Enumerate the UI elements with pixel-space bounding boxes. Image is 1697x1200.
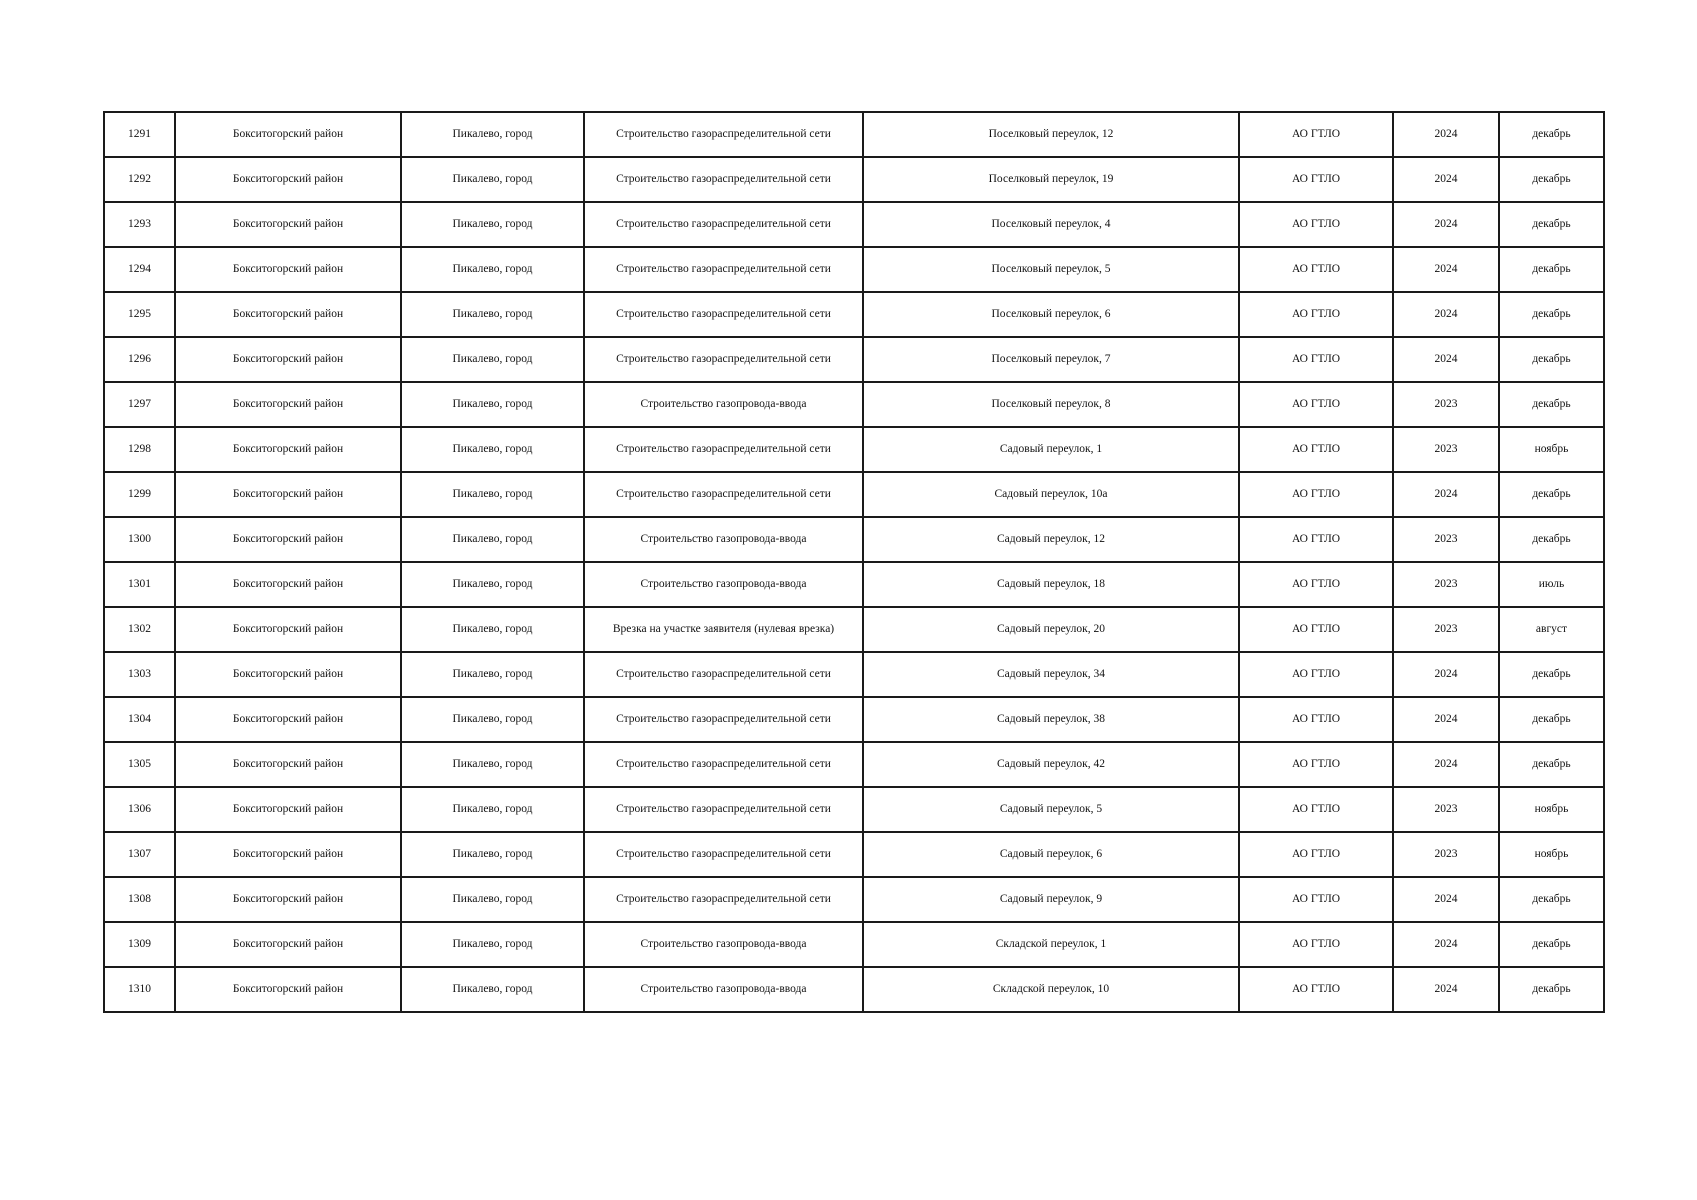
year-cell: 2024 [1393,967,1499,1012]
table-row [104,607,1604,652]
address-cell: Садовый переулок, 12 [863,517,1239,562]
month-cell: декабрь [1499,337,1604,382]
city-cell: Пикалево, город [401,202,584,247]
address-cell: Садовый переулок, 6 [863,832,1239,877]
year-cell: 2023 [1393,382,1499,427]
table-row [104,742,1604,787]
table-row [104,697,1604,742]
district-cell: Бокситогорский район [175,292,401,337]
table-row [104,562,1604,607]
address-cell: Поселковый переулок, 19 [863,157,1239,202]
organization-cell: АО ГТЛО [1239,472,1393,517]
month-cell: декабрь [1499,112,1604,157]
organization-cell: АО ГТЛО [1239,607,1393,652]
organization-cell: АО ГТЛО [1239,427,1393,472]
table-row [104,652,1604,697]
year-cell: 2023 [1393,427,1499,472]
city-cell: Пикалево, город [401,967,584,1012]
work-type-cell: Строительство газораспределительной сети [584,697,863,742]
work-type-cell: Строительство газораспределительной сети [584,832,863,877]
year-cell: 2024 [1393,157,1499,202]
table-row [104,112,1604,157]
district-cell: Бокситогорский район [175,787,401,832]
year-cell: 2024 [1393,922,1499,967]
district-cell: Бокситогорский район [175,247,401,292]
work-type-cell: Строительство газопровода-ввода [584,922,863,967]
city-cell: Пикалево, город [401,607,584,652]
address-cell: Складской переулок, 1 [863,922,1239,967]
district-cell: Бокситогорский район [175,697,401,742]
organization-cell: АО ГТЛО [1239,562,1393,607]
address-cell: Садовый переулок, 38 [863,697,1239,742]
district-cell: Бокситогорский район [175,382,401,427]
row-number-cell: 1306 [104,787,175,832]
work-type-cell: Строительство газораспределительной сети [584,157,863,202]
district-cell: Бокситогорский район [175,607,401,652]
work-type-cell: Строительство газопровода-ввода [584,382,863,427]
district-cell: Бокситогорский район [175,157,401,202]
city-cell: Пикалево, город [401,337,584,382]
month-cell: декабрь [1499,382,1604,427]
table-body [104,112,1604,1012]
month-cell: июль [1499,562,1604,607]
row-number-cell: 1303 [104,652,175,697]
district-cell: Бокситогорский район [175,922,401,967]
row-number-cell: 1302 [104,607,175,652]
organization-cell: АО ГТЛО [1239,202,1393,247]
year-cell: 2024 [1393,472,1499,517]
district-cell: Бокситогорский район [175,562,401,607]
district-cell: Бокситогорский район [175,832,401,877]
address-cell: Складской переулок, 10 [863,967,1239,1012]
city-cell: Пикалево, город [401,472,584,517]
address-cell: Поселковый переулок, 12 [863,112,1239,157]
row-number-cell: 1301 [104,562,175,607]
address-cell: Поселковый переулок, 8 [863,382,1239,427]
address-cell: Садовый переулок, 10а [863,472,1239,517]
organization-cell: АО ГТЛО [1239,967,1393,1012]
city-cell: Пикалево, город [401,922,584,967]
month-cell: август [1499,607,1604,652]
address-cell: Поселковый переулок, 6 [863,292,1239,337]
district-cell: Бокситогорский район [175,472,401,517]
row-number-cell: 1307 [104,832,175,877]
month-cell: декабрь [1499,157,1604,202]
month-cell: декабрь [1499,247,1604,292]
address-cell: Садовый переулок, 42 [863,742,1239,787]
work-type-cell: Строительство газораспределительной сети [584,427,863,472]
district-cell: Бокситогорский район [175,112,401,157]
district-cell: Бокситогорский район [175,427,401,472]
city-cell: Пикалево, город [401,112,584,157]
organization-cell: АО ГТЛО [1239,157,1393,202]
row-number-cell: 1299 [104,472,175,517]
table-row [104,202,1604,247]
row-number-cell: 1309 [104,922,175,967]
year-cell: 2023 [1393,787,1499,832]
organization-cell: АО ГТЛО [1239,247,1393,292]
district-cell: Бокситогорский район [175,877,401,922]
table-row [104,427,1604,472]
year-cell: 2024 [1393,247,1499,292]
work-type-cell: Строительство газораспределительной сети [584,112,863,157]
work-type-cell: Строительство газораспределительной сети [584,742,863,787]
address-cell: Поселковый переулок, 5 [863,247,1239,292]
work-type-cell: Врезка на участке заявителя (нулевая врезка) [584,607,863,652]
year-cell: 2024 [1393,292,1499,337]
table-row [104,832,1604,877]
gasification-schedule-table [103,111,1605,1013]
organization-cell: АО ГТЛО [1239,292,1393,337]
row-number-cell: 1304 [104,697,175,742]
district-cell: Бокситогорский район [175,202,401,247]
row-number-cell: 1293 [104,202,175,247]
address-cell: Поселковый переулок, 7 [863,337,1239,382]
month-cell: декабрь [1499,202,1604,247]
address-cell: Садовый переулок, 20 [863,607,1239,652]
work-type-cell: Строительство газопровода-ввода [584,562,863,607]
month-cell: декабрь [1499,652,1604,697]
city-cell: Пикалево, город [401,697,584,742]
month-cell: декабрь [1499,877,1604,922]
month-cell: декабрь [1499,472,1604,517]
address-cell: Садовый переулок, 1 [863,427,1239,472]
organization-cell: АО ГТЛО [1239,697,1393,742]
work-type-cell: Строительство газораспределительной сети [584,787,863,832]
city-cell: Пикалево, город [401,832,584,877]
row-number-cell: 1298 [104,427,175,472]
row-number-cell: 1291 [104,112,175,157]
address-cell: Садовый переулок, 5 [863,787,1239,832]
organization-cell: АО ГТЛО [1239,742,1393,787]
year-cell: 2024 [1393,652,1499,697]
city-cell: Пикалево, город [401,877,584,922]
month-cell: ноябрь [1499,832,1604,877]
district-cell: Бокситогорский район [175,742,401,787]
organization-cell: АО ГТЛО [1239,922,1393,967]
city-cell: Пикалево, город [401,742,584,787]
year-cell: 2024 [1393,337,1499,382]
table-row [104,787,1604,832]
organization-cell: АО ГТЛО [1239,787,1393,832]
month-cell: декабрь [1499,742,1604,787]
row-number-cell: 1300 [104,517,175,562]
month-cell: декабрь [1499,517,1604,562]
work-type-cell: Строительство газораспределительной сети [584,202,863,247]
row-number-cell: 1294 [104,247,175,292]
city-cell: Пикалево, город [401,517,584,562]
city-cell: Пикалево, город [401,247,584,292]
year-cell: 2024 [1393,202,1499,247]
district-cell: Бокситогорский район [175,337,401,382]
table-row [104,922,1604,967]
city-cell: Пикалево, город [401,382,584,427]
month-cell: декабрь [1499,967,1604,1012]
district-cell: Бокситогорский район [175,517,401,562]
table-row [104,877,1604,922]
row-number-cell: 1292 [104,157,175,202]
organization-cell: АО ГТЛО [1239,652,1393,697]
table-row [104,382,1604,427]
table-row [104,472,1604,517]
address-cell: Поселковый переулок, 4 [863,202,1239,247]
work-type-cell: Строительство газораспределительной сети [584,247,863,292]
month-cell: декабрь [1499,922,1604,967]
year-cell: 2024 [1393,112,1499,157]
city-cell: Пикалево, город [401,787,584,832]
year-cell: 2023 [1393,832,1499,877]
year-cell: 2023 [1393,562,1499,607]
city-cell: Пикалево, город [401,427,584,472]
city-cell: Пикалево, город [401,292,584,337]
month-cell: декабрь [1499,697,1604,742]
work-type-cell: Строительство газопровода-ввода [584,967,863,1012]
city-cell: Пикалево, город [401,157,584,202]
address-cell: Садовый переулок, 34 [863,652,1239,697]
organization-cell: АО ГТЛО [1239,112,1393,157]
month-cell: декабрь [1499,292,1604,337]
address-cell: Садовый переулок, 18 [863,562,1239,607]
year-cell: 2024 [1393,742,1499,787]
table-row [104,967,1604,1012]
organization-cell: АО ГТЛО [1239,832,1393,877]
table-row [104,292,1604,337]
year-cell: 2023 [1393,517,1499,562]
organization-cell: АО ГТЛО [1239,517,1393,562]
month-cell: ноябрь [1499,787,1604,832]
table-row [104,247,1604,292]
row-number-cell: 1305 [104,742,175,787]
organization-cell: АО ГТЛО [1239,382,1393,427]
work-type-cell: Строительство газопровода-ввода [584,517,863,562]
row-number-cell: 1310 [104,967,175,1012]
year-cell: 2024 [1393,697,1499,742]
year-cell: 2023 [1393,607,1499,652]
year-cell: 2024 [1393,877,1499,922]
organization-cell: АО ГТЛО [1239,337,1393,382]
row-number-cell: 1308 [104,877,175,922]
work-type-cell: Строительство газораспределительной сети [584,877,863,922]
row-number-cell: 1297 [104,382,175,427]
city-cell: Пикалево, город [401,652,584,697]
month-cell: ноябрь [1499,427,1604,472]
table-row [104,337,1604,382]
organization-cell: АО ГТЛО [1239,877,1393,922]
district-cell: Бокситогорский район [175,967,401,1012]
table-row [104,517,1604,562]
work-type-cell: Строительство газораспределительной сети [584,652,863,697]
work-type-cell: Строительство газораспределительной сети [584,472,863,517]
address-cell: Садовый переулок, 9 [863,877,1239,922]
district-cell: Бокситогорский район [175,652,401,697]
work-type-cell: Строительство газораспределительной сети [584,337,863,382]
row-number-cell: 1295 [104,292,175,337]
table-row [104,157,1604,202]
row-number-cell: 1296 [104,337,175,382]
work-type-cell: Строительство газораспределительной сети [584,292,863,337]
city-cell: Пикалево, город [401,562,584,607]
